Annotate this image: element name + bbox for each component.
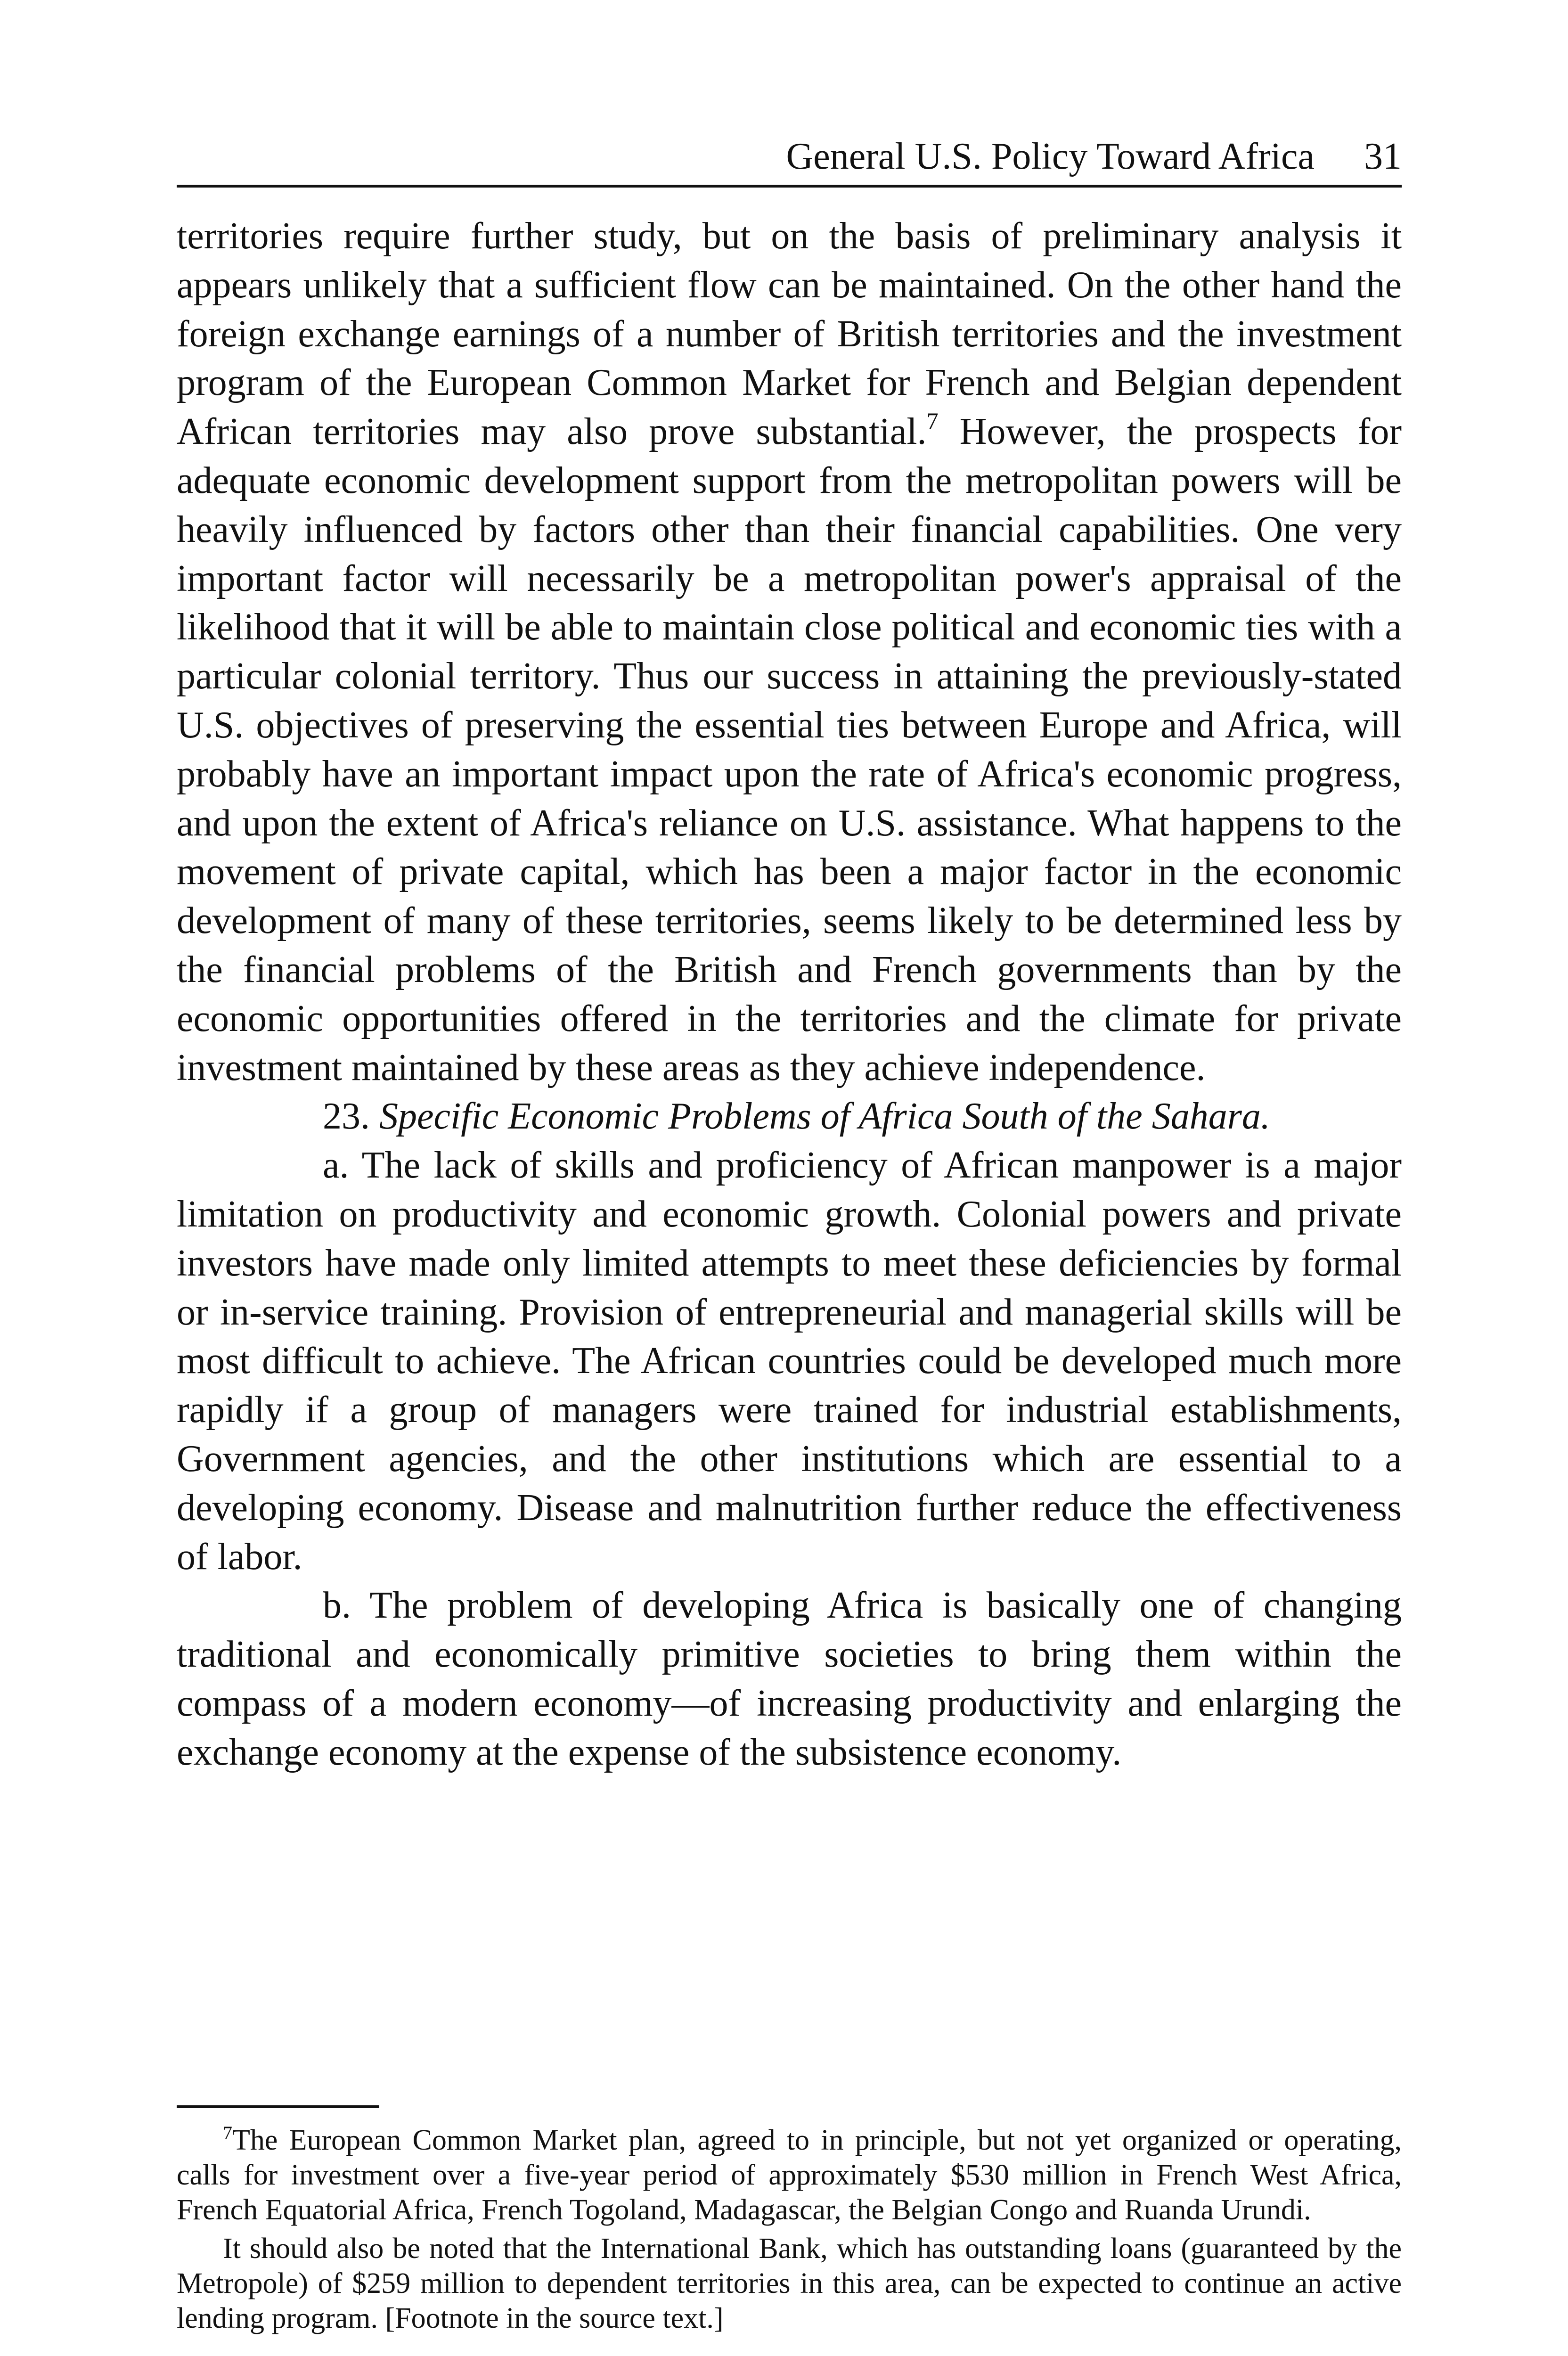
running-header-title: General U.S. Policy Toward Africa [786, 136, 1315, 177]
section-title: Specific Economic Problems of Africa South of the Sahara. [379, 1096, 1270, 1137]
paragraph-a: a. The lack of skills and proficiency of African manpower is a major limitation on productivity and economic growth. Colonial powers and private investors have made only limited attempts to meet these deficiencies by formal or in-service training. Provision of entrepreneurial and managerial skills will be most difficult to achieve. The African countries could be developed much more rapidly if a group of managers were trained for industrial establishments, Government agencies, and the other institutions which are essential to a developing economy. Disease and malnutrition further reduce the effectiveness of labor. [177, 1145, 1402, 1578]
section-number: 23. [323, 1096, 370, 1137]
paragraph-continuation [177, 212, 1402, 1092]
body-text [177, 212, 1402, 1777]
footnote-7-text: The European Common Market plan, agreed to in principle, but not yet organized or operating, calls for investment over a five-year period of approximately $530 million in French West Africa, French Equatorial Africa, French Togoland, Madagascar, the Belgian Congo and Ruanda Urundi. [177, 2124, 1402, 2226]
footnote-mark: 7 [223, 2122, 232, 2143]
paragraph-continuation-text-2: However, the prospects for adequate economic development support from the metropolitan powers will be heavily influenced by factors other than their financial capabilities. One very important factor will necessarily be a metropolitan power's appraisal of the likelihood that it will be able to maintain close political and economic ties with a particular colonial territory. Thus our success in attaining the previously-stated U.S. objectives of preserving the essential ties between Europe and Africa, will probably have an important impact upon the rate of Africa's economic progress, and upon the extent of Africa's reliance on U.S. assistance. What happens to the movement of private capital, which has been a major factor in the economic development of many of these territories, seems likely to be determined less by the financial problems of the British and French governments than by the economic opportunities offered in the territories and the climate for private investment maintained by these areas as they achieve independence. [177, 411, 1402, 1088]
section-heading [177, 1092, 1402, 1141]
paragraph-b: b. The problem of developing Africa is basically one of changing traditional and economically primitive societies to bring them within the compass of a modern economy—of increasing productivity and enlarging the exchange economy at the expense of the subsistence economy. [177, 1585, 1402, 1773]
footnote-7-continuation: It should also be noted that the International Bank, which has outstanding loans (guaranteed by the Metropole) of $259 million to dependent territories in this area, can be expected to continue an active lending program. [Footnote in the source text.] [177, 2233, 1402, 2334]
running-header [177, 133, 1402, 188]
footnote-divider [177, 2105, 379, 2108]
footnotes [177, 2123, 1402, 2336]
footnote-7 [177, 2123, 1402, 2227]
page-number: 31 [1364, 136, 1402, 177]
paragraph-continuation-text-1: territories require further study, but on the basis of preliminary analysis it appears unlikely that a sufficient flow can be maintained. On the other hand the foreign exchange earnings of a number of British territories and the investment program of the European Common Market for French and Belgian dependent African territories may also prove substantial. [177, 215, 1402, 453]
footnote-reference: 7 [926, 408, 939, 434]
